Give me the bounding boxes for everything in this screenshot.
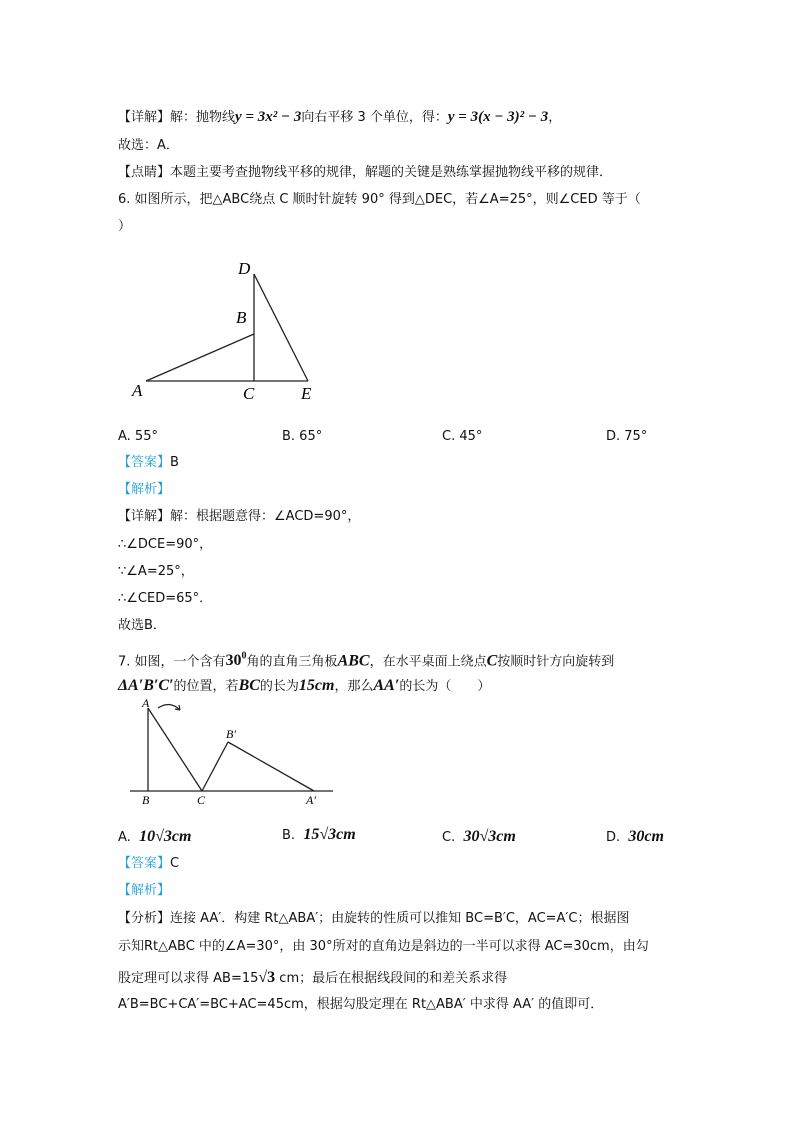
segment-CB2 [202, 742, 228, 791]
angle-value [226, 652, 247, 669]
q6-stem-line2: ） [118, 219, 132, 234]
sqrt-three: √3 [258, 969, 276, 986]
angle-degree: 0 [241, 651, 247, 662]
q7-analysis-line2: 示知Rt△ABC 中的∠A=30°，由 30°所对的直角边是斜边的一半可以求得 AC=30cm，由勾 [118, 939, 649, 954]
stem-text: 角的直角三角板 [246, 654, 338, 670]
q6-answer-line [118, 454, 179, 472]
segment-name: AA′ [373, 677, 400, 694]
detail-tag: 【详解】 [118, 110, 171, 125]
q7-option-b [282, 826, 356, 845]
q7-option-a [118, 828, 191, 847]
q6-option-d: D. 75° [606, 429, 648, 444]
label-A: A [142, 696, 150, 710]
q7-answer-line [118, 855, 179, 873]
stem-text: 7. 如图，一个含有 [118, 654, 226, 670]
q6-option-a: A. 55° [118, 429, 158, 444]
option-letter: B. [282, 828, 296, 843]
segment-name: BC [238, 677, 260, 694]
label-B: B [142, 793, 150, 807]
q7-analysis-tag: 【解析】 [118, 883, 171, 898]
option-letter: A. [118, 830, 131, 845]
label-B-prime: B′ [226, 727, 236, 741]
angle-number: 30 [225, 652, 242, 670]
pivot-point: C [486, 652, 498, 670]
detail-text: ， [548, 110, 562, 125]
label-A-prime: A′ [306, 793, 316, 807]
option-value: 30√3cm [463, 828, 516, 845]
q5-comment-line [118, 164, 612, 182]
answer-value: B [170, 455, 179, 470]
q6-step: 故选B． [118, 618, 166, 633]
label-E: E [301, 384, 312, 403]
label-C: C [243, 384, 255, 403]
q7-stem-line1 [118, 648, 614, 671]
q7-analysis-line3 [118, 969, 507, 988]
label-C: C [197, 793, 206, 807]
comment-tag: 【点睛】 [118, 165, 171, 180]
stem-text: 的长为（ ） [399, 679, 491, 694]
q6-option-b: B. 65° [282, 429, 323, 444]
detail-text: 解：抛物线 [170, 110, 236, 125]
triangle-name: ABC [337, 652, 370, 670]
length-value: 15cm [298, 677, 335, 694]
q6-option-c: C. 45° [442, 429, 483, 444]
analysis-text: cm；最后在根据线段间的和差关系求得 [275, 971, 508, 986]
equation-original: y = 3x² − 3 [235, 109, 302, 125]
q7-figure [128, 696, 338, 811]
stem-text: ，在水平桌面上绕点 [369, 654, 487, 670]
answer-tag: 【答案】 [118, 856, 171, 871]
q6-step: ∵∠A=25°， [118, 564, 194, 579]
stem-text: 的长为 [259, 679, 299, 694]
q7-analysis-line4: A′B=BC+CA′=BC+AC=45cm，根据勾股定理在 Rt△ABA′ 中求得 AA′ 的值即可． [118, 997, 604, 1012]
label-A: A [132, 381, 143, 400]
option-value: 30cm [628, 828, 664, 845]
q5-choose: 故选：A． [118, 138, 179, 153]
segment-AC [148, 708, 202, 791]
option-value: 15√3cm [303, 826, 356, 843]
rotated-triangle-name: ΔA′B′C′ [118, 677, 174, 694]
comment-text: 本题主要考查抛物线平移的规律，解题的关键是熟练掌握抛物线平移的规律． [170, 165, 613, 180]
segment-AB [146, 334, 254, 381]
label-D: D [238, 259, 251, 278]
answer-tag: 【答案】 [118, 455, 171, 470]
q6-analysis-tag: 【解析】 [118, 482, 171, 497]
label-B: B [236, 308, 247, 327]
q6-step: ∴∠CED=65°． [118, 591, 213, 606]
analysis-text: 连接 AA′．构建 Rt△ABA′；由旋转的性质可以推知 BC=B′C，AC=A′C；根据图 [170, 911, 630, 926]
q6-figure [126, 256, 366, 406]
q6-step: ∴∠DCE=90°， [118, 537, 213, 552]
option-value: 10√3cm [139, 828, 192, 845]
analysis-label: 【分析】 [118, 911, 171, 926]
stem-text: 的位置，若 [173, 679, 239, 694]
q7-analysis-line1 [118, 910, 629, 928]
option-letter: C. [442, 830, 456, 845]
analysis-text: 股定理可以求得 AB=15 [118, 971, 259, 986]
segment-B2A2 [228, 742, 314, 791]
option-letter: D. [606, 830, 621, 845]
q7-option-c [442, 828, 516, 847]
q7-stem-line2 [118, 677, 490, 696]
stem-text: 按顺时针方向旋转到 [497, 654, 615, 670]
q6-detail-line [118, 508, 360, 526]
q5-detail-line [118, 108, 561, 127]
stem-text: ，那么 [334, 679, 374, 694]
q7-option-d [606, 828, 664, 847]
detail-tag: 【详解】 [118, 509, 171, 524]
detail-text: 向右平移 3 个单位，得： [301, 110, 448, 125]
q6-stem-line1: 6. 如图所示，把△ABC绕点 C 顺时针旋转 90° 得到△DEC，若∠A=25°，则∠CED 等于（ [118, 192, 641, 207]
segment-DE [254, 274, 308, 381]
detail-step: 解：根据题意得：∠ACD=90°， [170, 509, 361, 524]
answer-value: C [170, 856, 180, 871]
equation-shifted: y = 3(x − 3)² − 3 [447, 109, 549, 125]
